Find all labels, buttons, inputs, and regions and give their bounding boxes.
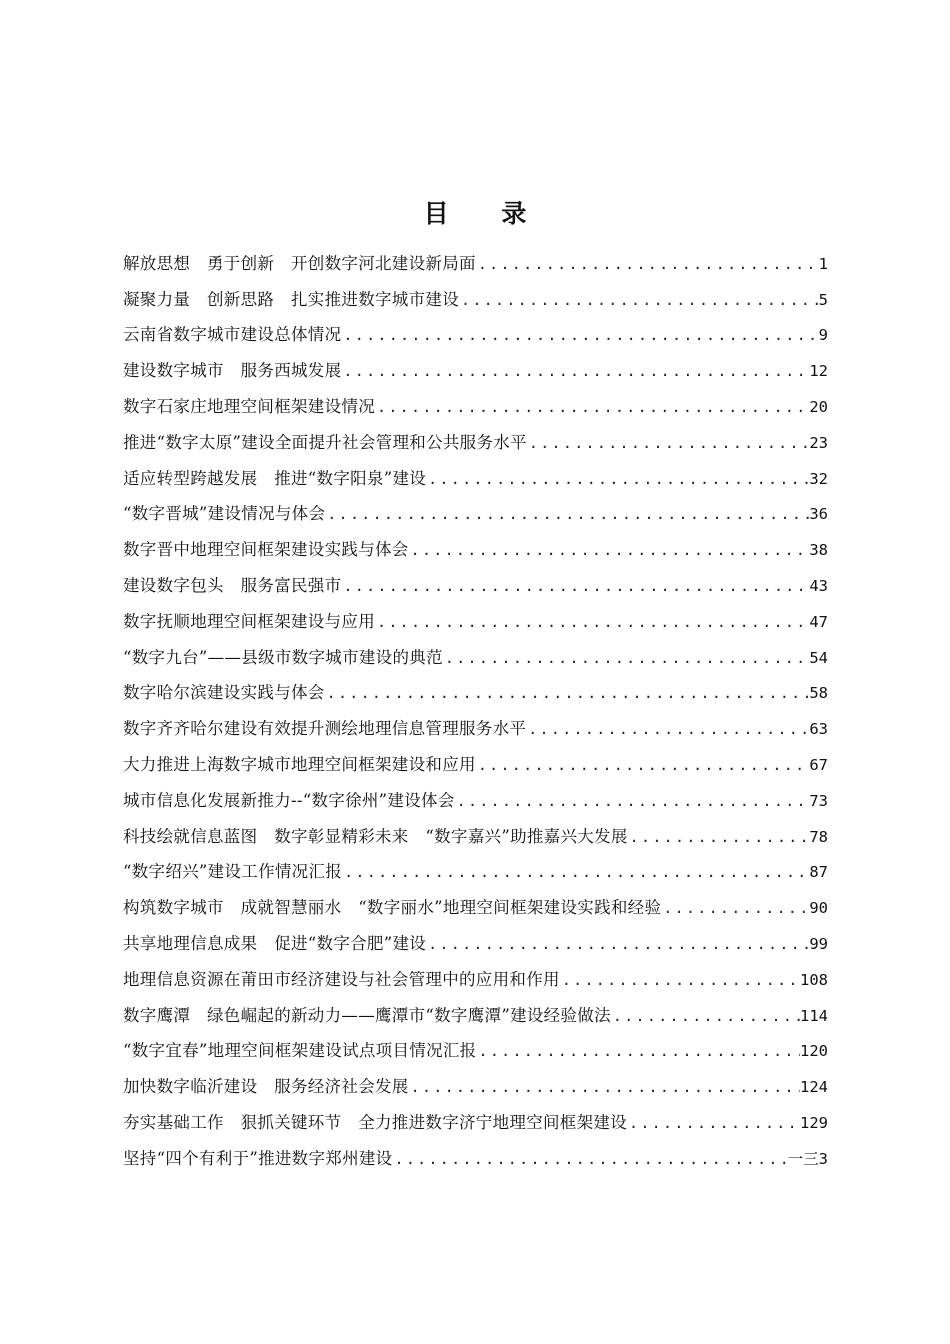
- toc-entry-title: 建设数字包头 服务富民强市: [123, 576, 342, 596]
- toc-entry[interactable]: [123, 819, 828, 855]
- toc-entry[interactable]: [123, 318, 828, 354]
- toc-entry[interactable]: [123, 282, 828, 318]
- toc-leader-dots: [527, 433, 809, 453]
- toc-leader-dots: [375, 612, 809, 632]
- toc-page-number: 9: [818, 326, 828, 345]
- toc-entry-title: “数字绍兴”建设工作情况汇报: [123, 862, 343, 882]
- toc-entry[interactable]: [123, 747, 828, 783]
- toc-entry[interactable]: [123, 1141, 828, 1177]
- toc-entry[interactable]: [123, 711, 828, 747]
- toc-page-number: 36: [809, 505, 828, 524]
- toc-entry-title: 大力推进上海数字城市地理空间框架建设和应用: [123, 755, 476, 775]
- toc-entry-title: “数字晋城”建设情况与体会: [123, 504, 326, 524]
- toc-entry-title: 数字石家庄地理空间框架建设情况: [123, 397, 375, 417]
- toc-entry-title: 推进“数字太原”建设全面提升社会管理和公共服务水平: [123, 432, 527, 452]
- toc-page-number: 78: [809, 827, 828, 846]
- toc-leader-dots: [341, 325, 818, 345]
- toc-entry-title: 加快数字临沂建设 服务经济社会发展: [123, 1077, 409, 1097]
- toc-page-number: 54: [809, 648, 828, 667]
- toc-page-number: 58: [809, 684, 828, 703]
- toc-entry[interactable]: [123, 497, 828, 533]
- toc-entry-title: 数字鹰潭 绿色崛起的新动力——鹰潭市“数字鹰潭”建设经验做法: [123, 1005, 611, 1025]
- toc-entry[interactable]: [123, 246, 828, 282]
- toc-leader-dots: [341, 576, 809, 596]
- toc-page-number: 一三3: [787, 1149, 828, 1168]
- toc-page-number: 1: [818, 254, 828, 273]
- toc-entry[interactable]: [123, 855, 828, 891]
- page-title: 目 录: [423, 199, 549, 228]
- toc-leader-dots: [342, 862, 809, 882]
- toc-leader-dots: [325, 504, 809, 524]
- toc-page-number: 120: [800, 1042, 828, 1061]
- toc-entry-title: 数字抚顺地理空间框架建设与应用: [123, 611, 375, 631]
- toc-leader-dots: [459, 290, 819, 310]
- toc-entry-title: 数字哈尔滨建设实践与体会: [123, 683, 325, 703]
- toc-entry[interactable]: [123, 962, 828, 998]
- toc-entry-title: 地理信息资源在莆田市经济建设与社会管理中的应用和作用: [123, 969, 560, 989]
- toc-entry[interactable]: [123, 425, 828, 461]
- toc-entry[interactable]: [123, 604, 828, 640]
- toc-entry[interactable]: [123, 1105, 828, 1141]
- toc-entry[interactable]: [123, 532, 828, 568]
- toc-entry-title: 科技绘就信息蓝图 数字彰显精彩未来 “数字嘉兴”助推嘉兴大发展: [123, 826, 628, 846]
- toc-entry-title: 凝聚力量 创新思路 扎实推进数字城市建设: [123, 289, 459, 309]
- toc-entry[interactable]: [123, 783, 828, 819]
- toc-leader-dots: [375, 397, 809, 417]
- toc-page-number: 38: [809, 541, 828, 560]
- toc-leader-dots: [476, 1041, 800, 1061]
- toc-entry-title: 共享地理信息成果 促进“数字合肥”建设: [123, 934, 427, 954]
- toc-entry-title: 坚持“四个有利于”推进数字郑州建设: [123, 1148, 393, 1168]
- toc-entry-title: 云南省数字城市建设总体情况: [123, 325, 342, 345]
- toc-entry[interactable]: [123, 1034, 828, 1070]
- toc-page-number: 23: [809, 433, 828, 452]
- toc-entry-title: “数字九台”——县级市数字城市建设的典范: [123, 647, 443, 667]
- toc-leader-dots: [627, 1113, 800, 1133]
- toc-leader-dots: [455, 791, 810, 811]
- toc-entry[interactable]: [123, 890, 828, 926]
- toc-leader-dots: [476, 755, 810, 775]
- toc-entry[interactable]: [123, 389, 828, 425]
- toc-page-number: 20: [809, 398, 828, 417]
- toc-leader-dots: [661, 898, 809, 918]
- toc-page-number: 5: [818, 290, 828, 309]
- toc-entry-title: “数字宜春”地理空间框架建设试点项目情况汇报: [123, 1041, 477, 1061]
- toc-page-number: 90: [809, 899, 828, 918]
- toc-page-number: 108: [800, 970, 828, 989]
- toc-page-number: 47: [809, 612, 828, 631]
- toc-entry[interactable]: [123, 640, 828, 676]
- toc-entry-title: 数字晋中地理空间框架建设实践与体会: [123, 540, 409, 560]
- toc-entry[interactable]: [123, 926, 828, 962]
- toc-leader-dots: [476, 254, 819, 274]
- toc-leader-dots: [443, 648, 809, 668]
- toc-leader-dots: [426, 934, 809, 954]
- toc-leader-dots: [526, 719, 809, 739]
- toc-page-number: 99: [809, 935, 828, 954]
- toc-entry-title: 构筑数字城市 成就智慧丽水 “数字丽水”地理空间框架建设实践和经验: [123, 898, 662, 918]
- toc-page-number: 63: [809, 720, 828, 739]
- toc-page-number: 87: [809, 863, 828, 882]
- toc-page-number: 32: [809, 469, 828, 488]
- toc-entry-title: 夯实基础工作 狠抓关键环节 全力推进数字济宁地理空间框架建设: [123, 1113, 627, 1133]
- toc-page-number: 43: [809, 577, 828, 596]
- toc-leader-dots: [611, 1006, 800, 1026]
- toc-leader-dots: [560, 970, 800, 990]
- toc-entry[interactable]: [123, 353, 828, 389]
- toc-entry-title: 解放思想 勇于创新 开创数字河北建设新局面: [123, 253, 476, 273]
- toc-leader-dots: [325, 683, 810, 703]
- toc-leader-dots: [426, 469, 809, 489]
- toc-page-number: 67: [809, 756, 828, 775]
- toc-entry[interactable]: [123, 461, 828, 497]
- toc-leader-dots: [628, 827, 810, 847]
- toc-page-number: 114: [800, 1006, 828, 1025]
- toc-entry[interactable]: [123, 676, 828, 712]
- toc-entry-title: 数字齐齐哈尔建设有效提升测绘地理信息管理服务水平: [123, 719, 527, 739]
- toc-page-number: 124: [800, 1078, 828, 1097]
- toc-leader-dots: [392, 1149, 787, 1169]
- toc-entry-title: 适应转型跨越发展 推进“数字阳泉”建设: [123, 468, 427, 488]
- toc-entry-title: 建设数字城市 服务西城发展: [123, 361, 342, 381]
- toc-entry[interactable]: [123, 1069, 828, 1105]
- toc-entry-title: 城市信息化发展新推力--“数字徐州”建设体会: [123, 790, 455, 810]
- toc-leader-dots: [409, 540, 810, 560]
- toc-page-number: 129: [800, 1114, 828, 1133]
- toc-entry[interactable]: [123, 998, 828, 1034]
- toc-entry[interactable]: [123, 568, 828, 604]
- toc-leader-dots: [341, 361, 809, 381]
- toc-page-number: 12: [809, 362, 828, 381]
- table-of-contents: [123, 246, 828, 1177]
- toc-leader-dots: [409, 1077, 800, 1097]
- toc-page-number: 73: [809, 791, 828, 810]
